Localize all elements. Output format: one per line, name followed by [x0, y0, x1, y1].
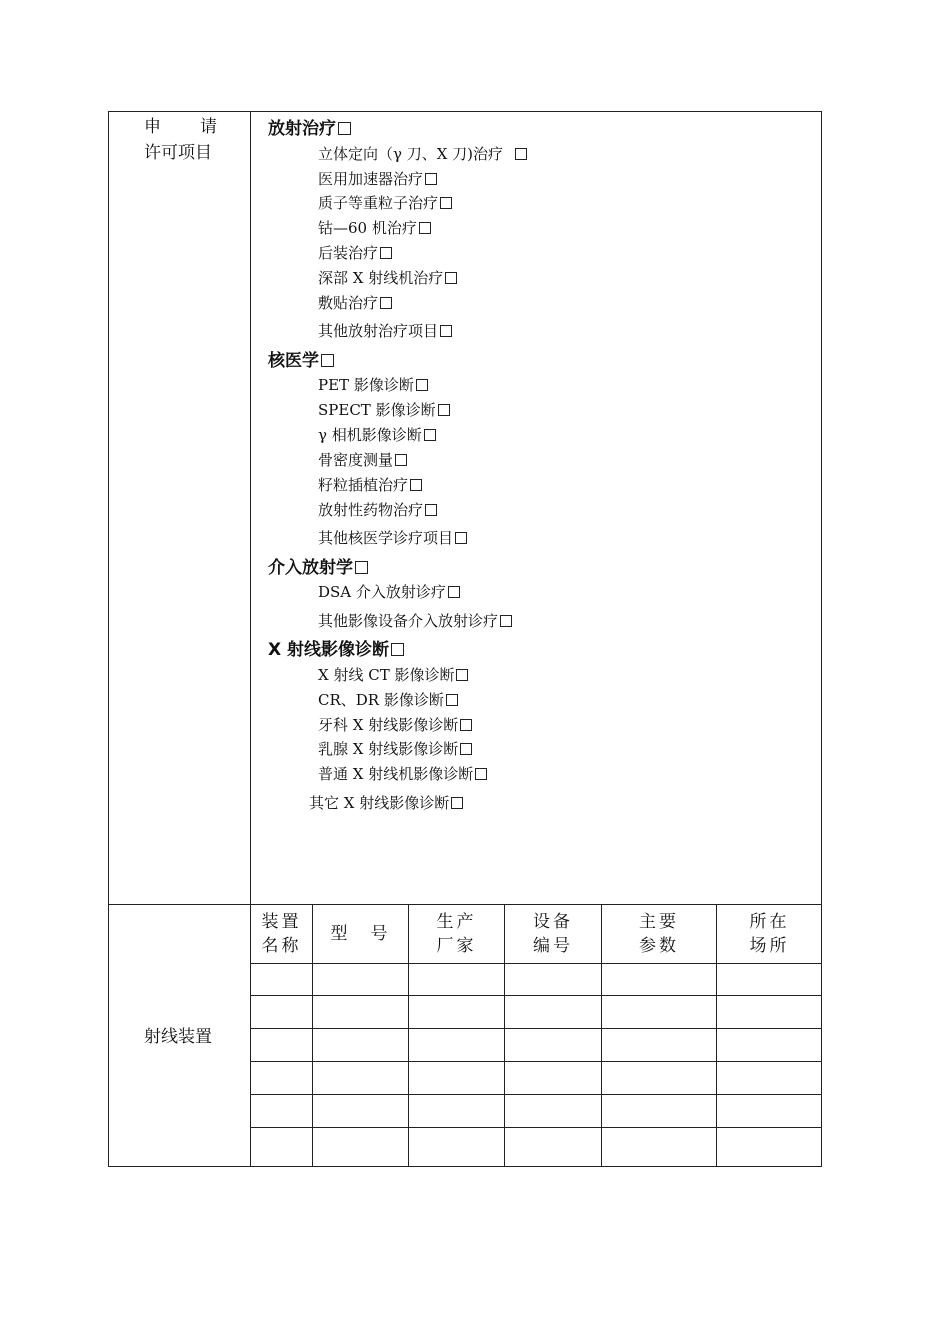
checkbox[interactable]	[446, 694, 458, 706]
item-cobalt60[interactable]: 钴—60 机治疗	[318, 219, 431, 237]
device-row-line	[250, 963, 822, 964]
checkbox[interactable]	[395, 454, 407, 466]
header-location: 所在 场所	[749, 912, 790, 956]
checkbox[interactable]	[321, 354, 334, 367]
checkbox[interactable]	[448, 586, 460, 598]
apply-label-char1: 申	[144, 117, 161, 137]
device-row-line	[250, 1061, 822, 1062]
license-form-table	[108, 111, 822, 1167]
category-radiotherapy[interactable]: 放射治疗	[268, 119, 351, 139]
header-device-name: 装置 名称	[261, 912, 302, 956]
checkbox[interactable]	[391, 643, 404, 656]
checkbox[interactable]	[460, 743, 472, 755]
item-pet[interactable]: PET 影像诊断	[318, 376, 428, 394]
device-row-line	[250, 995, 822, 996]
column-divider	[250, 111, 251, 1167]
device-row-line	[250, 1094, 822, 1095]
item-other-nuclear[interactable]: 其他核医学诊疗项目	[318, 529, 467, 547]
checkbox[interactable]	[445, 272, 457, 284]
item-bone-density[interactable]: 骨密度测量	[318, 451, 407, 469]
item-mammography[interactable]: 乳腺 X 射线影像诊断	[318, 740, 472, 758]
item-seed-implant[interactable]: 籽粒插植治疗	[318, 476, 422, 494]
checkbox[interactable]	[380, 247, 392, 259]
checkbox[interactable]	[425, 504, 437, 516]
item-deep-xray[interactable]: 深部 X 射线机治疗	[318, 269, 457, 287]
item-gamma-camera[interactable]: γ 相机影像诊断	[318, 426, 436, 444]
checkbox[interactable]	[500, 615, 512, 627]
category-nuclear-medicine[interactable]: 核医学	[268, 351, 334, 371]
item-radiopharma[interactable]: 放射性药物治疗	[318, 501, 437, 519]
device-row-line	[250, 1127, 822, 1128]
apply-label-char2: 请	[200, 117, 217, 137]
header-parameters: 主要 参数	[639, 912, 679, 956]
checkbox[interactable]	[419, 222, 431, 234]
item-general-xray[interactable]: 普通 X 射线机影像诊断	[318, 765, 487, 783]
item-dental-xray[interactable]: 牙科 X 射线影像诊断	[318, 716, 472, 734]
category-interventional[interactable]: 介入放射学	[268, 558, 368, 578]
checkbox[interactable]	[475, 768, 487, 780]
item-other-xray[interactable]: 其它 X 射线影像诊断	[309, 794, 463, 812]
item-applicator[interactable]: 敷贴治疗	[318, 294, 392, 312]
header-manufacturer: 生产 厂家	[436, 912, 477, 956]
section-divider	[108, 904, 822, 905]
checkbox[interactable]	[440, 197, 452, 209]
checkbox[interactable]	[410, 479, 422, 491]
checkbox[interactable]	[424, 429, 436, 441]
item-xray-ct[interactable]: X 射线 CT 影像诊断	[318, 666, 468, 684]
checkbox[interactable]	[355, 561, 368, 574]
checkbox[interactable]	[451, 797, 463, 809]
item-stereotactic[interactable]: 立体定向（γ 刀、X 刀)治疗	[318, 145, 527, 163]
checkbox[interactable]	[416, 379, 428, 391]
item-accelerator[interactable]: 医用加速器治疗	[318, 170, 437, 188]
checkbox[interactable]	[460, 719, 472, 731]
item-spect[interactable]: SPECT 影像诊断	[318, 401, 450, 419]
device-section-label: 射线装置	[144, 1027, 212, 1047]
checkbox[interactable]	[440, 325, 452, 337]
header-serial: 设备 编号	[533, 912, 573, 956]
item-proton[interactable]: 质子等重粒子治疗	[318, 194, 452, 212]
header-model: 型 号	[330, 924, 391, 944]
category-xray-diagnosis[interactable]: X 射线影像诊断	[268, 640, 404, 660]
apply-label-text: 许可项目	[144, 143, 212, 163]
checkbox[interactable]	[456, 669, 468, 681]
checkbox[interactable]	[380, 297, 392, 309]
checkbox[interactable]	[455, 532, 467, 544]
item-afterloading[interactable]: 后装治疗	[318, 244, 392, 262]
device-row-line	[250, 1028, 822, 1029]
checkbox[interactable]	[338, 122, 351, 135]
item-other-radiotherapy[interactable]: 其他放射治疗项目	[318, 322, 452, 340]
checkbox[interactable]	[425, 173, 437, 185]
item-cr-dr[interactable]: CR、DR 影像诊断	[318, 691, 458, 709]
item-dsa[interactable]: DSA 介入放射诊疗	[318, 583, 460, 601]
checkbox[interactable]	[515, 148, 527, 160]
checkbox[interactable]	[438, 404, 450, 416]
item-other-interventional[interactable]: 其他影像设备介入放射诊疗	[318, 612, 512, 630]
